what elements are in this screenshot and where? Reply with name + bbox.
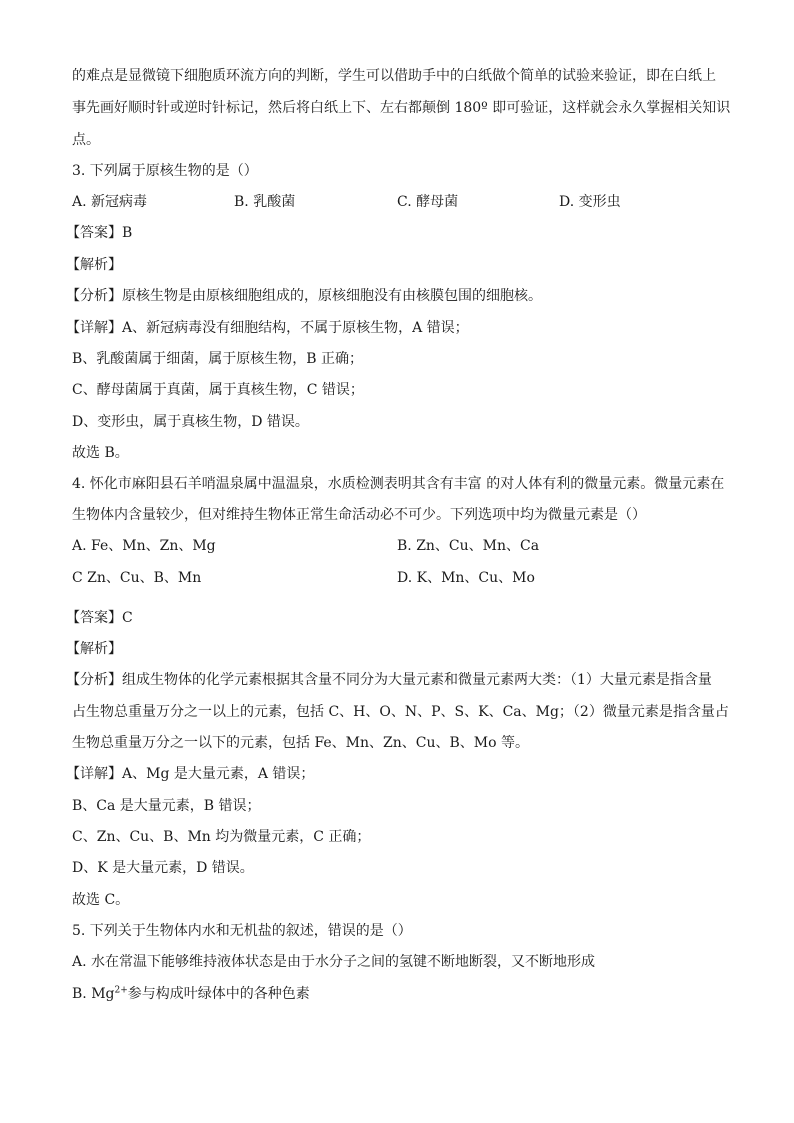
q4-detail-d: D、K 是大量元素，D 错误。 <box>72 860 254 876</box>
q4-stem-line-1: 4. 怀化市麻阳县石羊哨温泉属中温温泉，水质检测表明其含有丰富 的对人体有利的微量元素。微量元素在 <box>72 476 725 492</box>
q3-answer: 【答案】B <box>66 225 133 241</box>
q5-option-a: A. 水在常温下能够维持液体状态是由于水分子之间的氢键不断地断裂，又不断地形成 <box>72 954 596 970</box>
q3-stem: 3. 下列属于原核生物的是（） <box>72 163 258 179</box>
intro-line-3: 点。 <box>72 132 100 148</box>
q4-analysis-line-3: 生物总重量万分之一以下的元素，包括 Fe、Mn、Zn、Cu、B、Mo 等。 <box>72 735 530 751</box>
q4-detail-b: B、Ca 是大量元素，B 错误； <box>72 798 261 814</box>
q3-option-b: B. 乳酸菌 <box>234 194 296 210</box>
q3-option-d: D. 变形虫 <box>559 194 621 210</box>
q4-analysis-line-1: 【分析】组成生物体的化学元素根据其含量不同分为大量元素和微量元素两大类：（1）大量元素是指含量 <box>66 672 712 688</box>
q3-conclusion: 故选 B。 <box>72 445 129 461</box>
q4-option-c: C Zn、Cu、B、Mn <box>72 570 202 586</box>
q4-jiexi-label: 【解析】 <box>66 641 122 657</box>
q3-detail-d: D、变形虫，属于真核生物，D 错误。 <box>72 414 309 430</box>
q5-option-b-prefix: B. Mg <box>72 986 115 1002</box>
q3-detail-a: 【详解】A、新冠病毒没有细胞结构，不属于原核生物，A 错误； <box>66 320 469 336</box>
q3-jiexi-label: 【解析】 <box>66 257 122 273</box>
q3-option-a: A. 新冠病毒 <box>72 194 148 210</box>
q5-option-b-charge: 2+ <box>114 985 128 996</box>
q3-analysis: 【分析】原核生物是由原核细胞组成的，原核细胞没有由核膜包围的细胞核。 <box>66 288 542 304</box>
q5-option-b-text: 参与构成叶绿体中的各种色素 <box>127 986 310 1002</box>
q3-detail-b: B、乳酸菌属于细菌，属于原核生物，B 正确； <box>72 351 364 367</box>
q4-option-b: B. Zn、Cu、Mn、Ca <box>397 538 540 554</box>
q5-option-b <box>72 984 310 1004</box>
q4-answer: 【答案】C <box>66 610 133 626</box>
q5-stem: 5. 下列关于生物体内水和无机盐的叙述，错误的是（） <box>72 923 412 939</box>
q4-detail-c: C、Zn、Cu、B、Mn 均为微量元素，C 正确； <box>72 829 371 845</box>
q4-conclusion: 故选 C。 <box>72 892 130 908</box>
q4-option-d: D. K、Mn、Cu、Mo <box>397 570 535 586</box>
q4-option-a: A. Fe、Mn、Zn、Mg <box>72 538 216 554</box>
q3-detail-c: C、酵母菌属于真菌，属于真核生物，C 错误； <box>72 382 364 398</box>
q4-analysis-line-2: 占生物总重量万分之一以上的元素，包括 C、H、O、N、P、S、K、Ca、Mg；（2）微量元素是指含量占 <box>72 704 729 720</box>
q4-detail-a: 【详解】A、Mg 是大量元素，A 错误； <box>66 766 315 782</box>
q3-option-c: C. 酵母菌 <box>397 194 459 210</box>
intro-line-2: 事先画好顺时针或逆时针标记，然后将白纸上下、左右都颠倒 180º 即可验证，这样就会永久掌握相关知识 <box>72 100 731 116</box>
q4-stem-line-2: 生物体内含量较少，但对维持生物体正常生命活动必不可少。下列选项中均为微量元素是（） <box>72 507 646 523</box>
intro-line-1: 的难点是显微镜下细胞质环流方向的判断，学生可以借助手中的白纸做个简单的试验来验证，即在白纸上 <box>72 68 716 84</box>
